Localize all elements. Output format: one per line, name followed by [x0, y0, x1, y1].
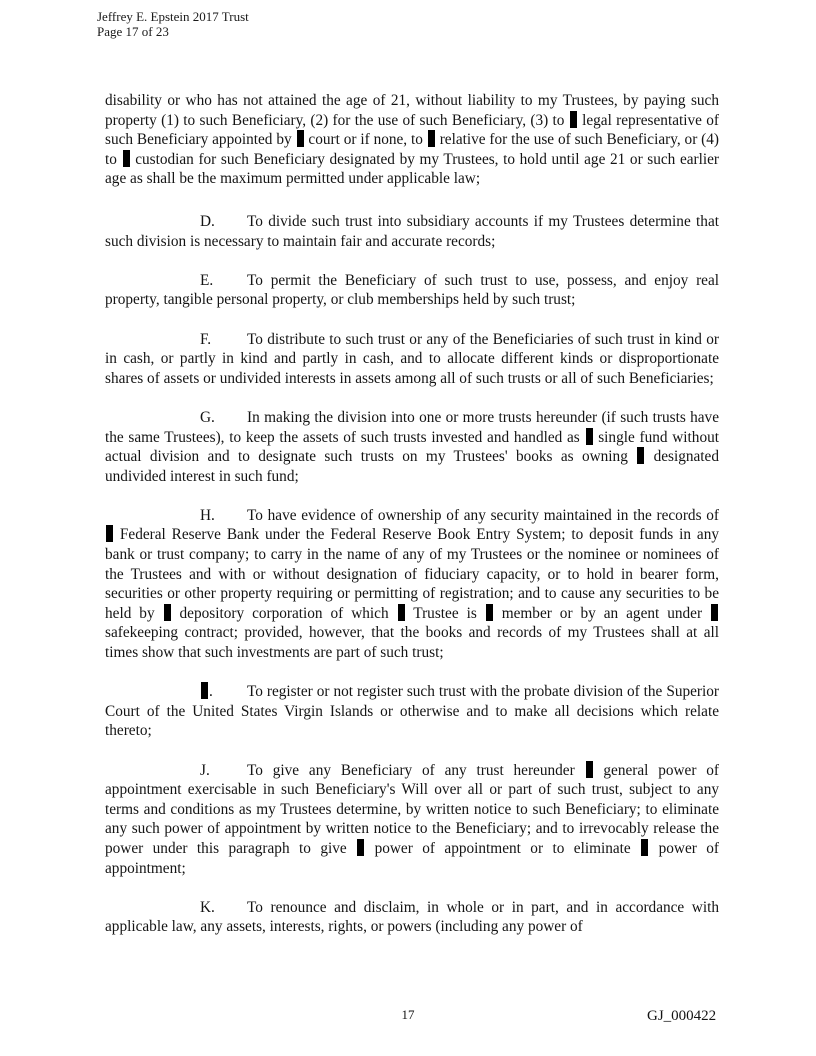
redaction-box	[201, 682, 208, 699]
text-segment: member or by an agent under	[501, 604, 703, 622]
text-segment: Trustee is	[413, 604, 477, 622]
document-body	[105, 91, 719, 957]
item-letter: K.	[200, 898, 215, 916]
paragraph-f	[105, 330, 719, 389]
text-segment: safekeeping contract; provided, however, that the books and records of my Trustees shall at all times show that such investments are part of such trust;	[105, 624, 719, 662]
redaction-box	[486, 604, 493, 621]
item-letter: G.	[200, 408, 215, 426]
item-text: To renounce and disclaim, in whole or in part, and in accordance with applicable law, any assets, interests, rights, or powers (including any power of	[105, 898, 719, 936]
redaction-box	[164, 604, 171, 621]
redaction-box	[123, 150, 130, 167]
redaction-box	[357, 839, 364, 856]
paragraph-i	[105, 682, 719, 741]
paragraph-continuation	[105, 91, 719, 189]
item-text: To divide such trust into subsidiary accounts if my Trustees determine that such division is necessary to maintain fair and accurate records;	[105, 212, 719, 250]
redaction-box	[570, 111, 577, 128]
text-segment: power of appointment;	[105, 839, 720, 877]
bates-number: GJ_000422	[647, 1008, 717, 1024]
header-page-count: Page 17 of 23	[97, 24, 169, 39]
redaction-box	[586, 428, 593, 445]
item-letter: D.	[200, 212, 215, 230]
item-letter: E.	[200, 271, 214, 289]
redaction-box	[398, 604, 405, 621]
text-segment: Federal Reserve Bank under the Federal Reserve Book Entry System; to deposit funds in any bank or trust company; to carry in the name of any of my Trustees or the nominee or nominees of the Trustees and with or without designation of fiduciary capacity, or to hold in bearer form, securities or other property requiring or permitting of registration; and to cause any securities to be held by	[105, 526, 720, 622]
text-segment: single fund without actual division and to designate such trusts on my Trustees' books as owning	[105, 428, 720, 466]
redaction-box	[106, 525, 113, 542]
redaction-box	[637, 447, 644, 464]
text-segment: To give any Beneficiary of any trust hereunder	[247, 761, 575, 779]
header-title: Jeffrey E. Epstein 2017 Trust	[97, 9, 249, 24]
text-segment: power of appointment or to eliminate	[374, 839, 631, 857]
item-letter: H.	[200, 506, 215, 524]
redaction-box	[297, 130, 304, 147]
item-text: To distribute to such trust or any of the Beneficiaries of such trust in kind or in cash, or partly in kind and partly in cash, and to allocate different kinds or disproportionate shares of assets or undivided interests in assets among all of such trusts or all of such Beneficiaries;	[105, 330, 719, 387]
item-text: To permit the Beneficiary of such trust to use, possess, and enjoy real property, tangible personal property, or club memberships held by such trust;	[105, 271, 719, 309]
item-letter: .	[200, 682, 247, 702]
redaction-box	[711, 604, 718, 621]
text-segment: To have evidence of ownership of any security maintained in the records of	[247, 506, 719, 524]
item-text: To register or not register such trust with the probate division of the Superior Court of the United States Virgin Islands or otherwise and to make all decisions which relate thereto;	[105, 683, 719, 740]
text-segment: In making the division into one or more trusts hereunder (if such trusts have the same Trustees), to keep the assets of such trusts invested and handled as	[105, 408, 719, 446]
text-segment: court or if none, to	[308, 131, 423, 149]
paragraph-h	[105, 506, 719, 663]
text-segment: disability or who has not attained the age of 21, without liability to my Trustees, by paying such property (1) to such Beneficiary, (2) for the use of such Beneficiary, (3) to	[105, 92, 719, 129]
item-letter: F.	[200, 330, 212, 348]
page-header	[97, 9, 249, 39]
paragraph-e	[105, 271, 719, 310]
paragraph-g	[105, 408, 719, 486]
text-segment: legal representative of such Beneficiary appointed by	[105, 111, 719, 149]
page-number: 17	[401, 1007, 415, 1022]
item-letter: J.	[200, 761, 210, 779]
text-segment: relative for the use of such Beneficiary, or (4) to	[105, 131, 720, 168]
redaction-box	[428, 130, 435, 147]
text-segment: custodian for such Beneficiary designated by my Trustees, to hold until age 21 or such earlier age as shall be the maximum permitted under applicable law;	[105, 150, 720, 188]
text-segment: depository corporation of which	[179, 604, 389, 622]
redaction-box	[586, 761, 593, 778]
paragraph-d	[105, 212, 719, 251]
paragraph-k	[105, 898, 719, 937]
text-segment: designated undivided interest in such fund;	[105, 448, 719, 485]
redaction-box	[641, 839, 648, 856]
text-segment: general power of appointment exercisable in such Beneficiary's Will over all or part of such trust, subject to any terms and conditions as my Trustees determine, by written notice to such Beneficiary; to eliminate any such power of appointment by written notice to the Beneficiary; and to irrevocably release the power under this paragraph to give	[105, 761, 720, 857]
paragraph-j	[105, 761, 719, 879]
